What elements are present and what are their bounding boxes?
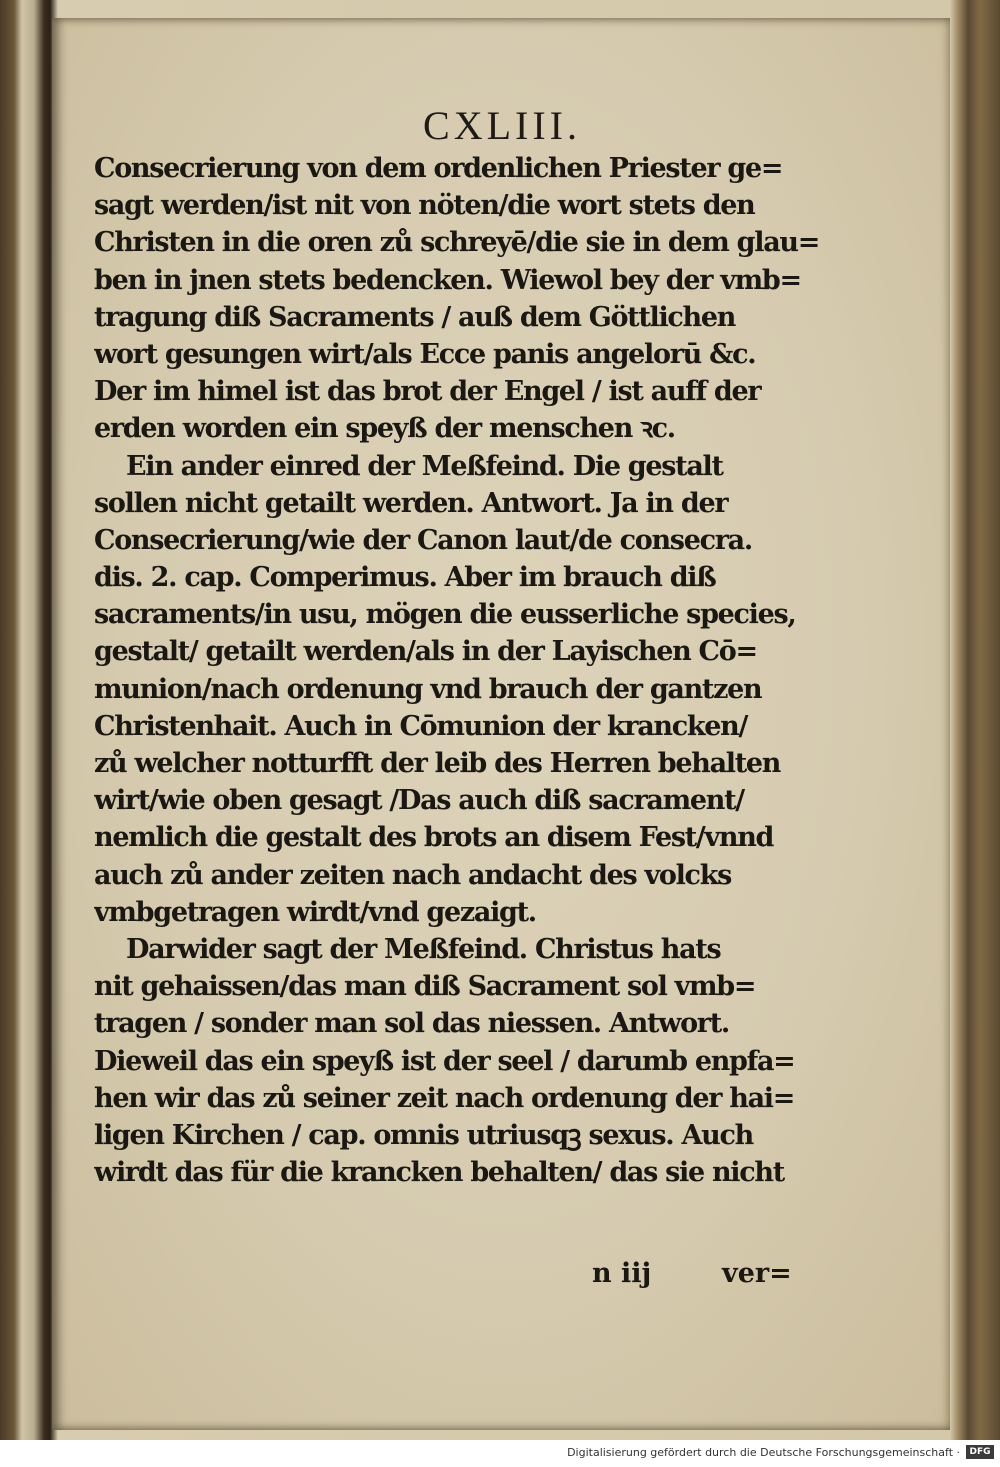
digitization-footer [0,1440,1000,1467]
text-line: sacraments/in usu, mögen die eusserliche species, [94,599,796,631]
text-line: zů welcher notturfft der leib des Herren behalten [94,748,781,779]
text-line: vmbgetragen wirdt/vnd gezaigt. [94,896,536,928]
text-line: tragung diß Sacraments / auß dem Göttlichen [94,301,736,333]
text-line: dis. 2. cap. Comperimus. Aber im brauch diß [94,562,716,594]
text-line: sollen nicht getailt werden. Antwort. Ja in der [94,487,728,519]
text-line: ligen Kirchen / cap. omnis utriusqꝫ sexus. Auch [94,1119,753,1151]
text-line: Ein ander einred der Meßfeind. Die gestalt [126,450,723,482]
text-line: nemlich die gestalt des brots an disem Fest/vnnd [94,822,774,854]
folio-number: CXLIII. [423,103,581,148]
text-line: Christenhait. Auch in Cōmunion der krancken/ [94,710,748,742]
text-line: munion/nach ordenung vnd brauch der gantzen [94,673,762,705]
text-line: wirdt das für die krancken behalten/ das sie nicht [94,1157,784,1189]
text-line: Darwider sagt der Meßfeind. Christus hats [126,933,721,965]
text-line: sagt werden/ist nit von nöten/die wort stets den [94,190,755,222]
text-line: ben in jnen stets bedencken. Wiewol bey der vmb= [94,264,801,296]
page-foot [592,1258,872,1289]
text-block [94,150,874,1191]
text-line: erden worden ein speyß der menschen ꝛc. [94,413,675,445]
text-line: hen wir das zů seiner zeit nach ordenung der hai= [94,1082,795,1114]
text-line: wort gesungen wirt/als Ecce panis angelorū &c. [94,338,756,370]
text-line: tragen / sonder man sol das niessen. Antwort. [94,1008,729,1040]
book-page [52,18,950,1430]
text-line: Christen in die oren zů schreyē/die sie in dem glau= [94,227,820,259]
text-line: auch zů ander zeiten nach andacht des volcks [94,859,732,891]
text-line: gestalt/ getailt werden/als in der Layischen Cō= [94,636,757,668]
text-line: nit gehaissen/das man diß Sacrament sol vmb= [94,971,756,1003]
catchword: ver= [722,1258,792,1289]
signature-mark: n iij [592,1258,652,1289]
text-line: Der im himel ist das brot der Engel / ist auff der [94,376,761,408]
dfg-logo-icon: DFG [966,1445,994,1459]
text-line: Consecrierung von dem ordenlichen Priester ge= [94,153,783,184]
text-line: wirt/wie oben gesagt /Das auch diß sacrament/ [94,785,744,817]
funding-credit: Digitalisierung gefördert durch die Deutsche Forschungsgemeinschaft · [567,1446,960,1459]
text-line: Dieweil das ein speyß ist der seel / darumb enpfa= [94,1045,795,1077]
text-line: Consecrierung/wie der Canon laut/de consecra. [94,524,752,556]
